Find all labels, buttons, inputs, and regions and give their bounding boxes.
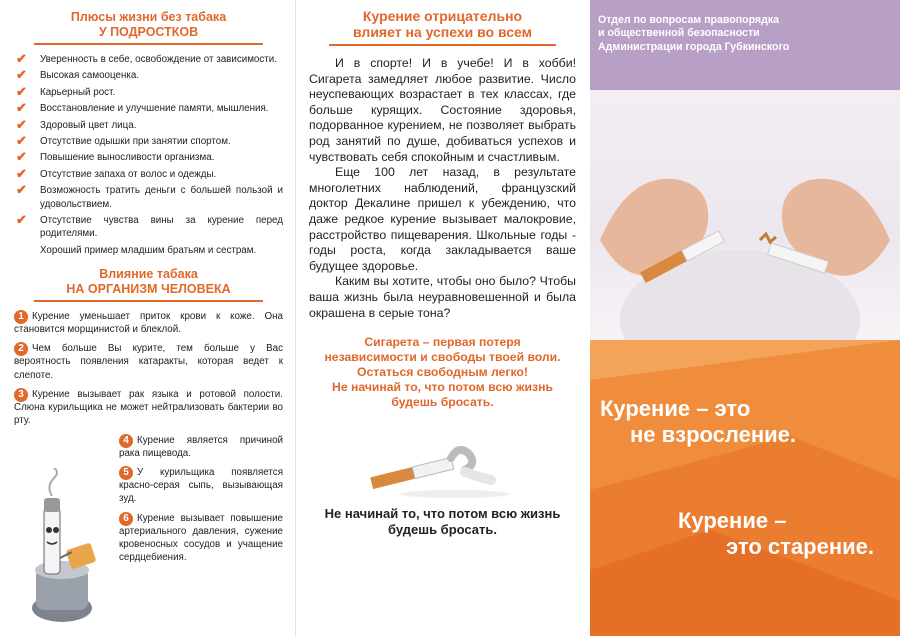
list-item: ✔ Возможность тратить деньги с большей пользой и удовольствием. xyxy=(16,182,283,210)
check-icon: ✔ xyxy=(16,51,27,66)
success-text: И в спорте! И в учебе! И в хобби! Сигарета замедляет любое развитие. Число неуспевающих возрастает в тех классах, где больше курящих. Состояние здоровья, подорванное курением, не позволяет выбрать род занятий по душе, добиваться успехов и чувствовать себя спокойным и счастливым. Еще 100 лет назад, в результате многолетних наблюдений, французский доктор Декалине пришел к убеждению, что даже редкое курение вызывает малокровие, расстройство пищеварения. Школьные годы - годы роста, когда закладывается ваше будущее здоровье. Каким вы хотите, чтобы оно было? Чтобы ваша жизнь была неуравновешенной и была окрашена в серые тона? xyxy=(309,56,576,320)
list-item: ✔ Здоровый цвет лица. xyxy=(16,116,137,132)
list-item: 3 Курение вызывает рак языка и ротовой полости. Слюна курильщика не может нейтрализовать бактерии во рту. xyxy=(14,388,283,427)
slogan-aging: Курение – это старение. xyxy=(678,508,874,559)
list-item: 6 Курение вызывает повышение артериального давления, сужение кровеносных сосудов и учащение сердцебиения. xyxy=(119,512,283,564)
benefits-list xyxy=(14,53,283,241)
list-item: ✔ Повышение выносливости организма. xyxy=(16,149,215,165)
hands-breaking-cigarette-photo xyxy=(590,90,900,350)
panel-success xyxy=(295,0,590,636)
number-badge: 6 xyxy=(119,512,133,526)
check-icon: ✔ xyxy=(16,100,27,116)
list-item: ✔ Уверенность в себе, освобождение от зависимости. xyxy=(16,51,277,66)
check-icon: ✔ xyxy=(16,133,27,149)
slogan-growing-up: Курение – это не взросление. xyxy=(600,396,796,447)
list-item: 1 Курение уменьшает приток крови к коже. Она становится морщинистой и блеклой. xyxy=(14,310,283,336)
effects-title: Влияние табака НА ОРГАНИЗМ ЧЕЛОВЕКА xyxy=(66,266,231,296)
orange-background xyxy=(590,340,900,636)
check-icon: ✔ xyxy=(16,149,27,165)
cigarette-cartoon-illustration xyxy=(14,468,110,628)
number-badge: 2 xyxy=(14,342,28,356)
organization-name: Отдел по вопросам правопорядка и общественной безопасности Администрации города Губкинского xyxy=(598,14,790,53)
list-item: ✔ Отсутствие чувства вины за курение перед родителями. xyxy=(16,212,283,240)
benefits-title: Плюсы жизни без табака У ПОДРОСТКОВ xyxy=(70,10,227,39)
check-icon: ✔ xyxy=(16,212,27,228)
slogan-orange: Сигарета – первая потеря независимости и свободы твоей воли. Остаться свободным легко! Не начинай то, что потом всю жизнь будешь бросать. xyxy=(324,335,561,410)
success-title: Курение отрицательно влияет на успехи во всем xyxy=(353,8,532,40)
check-icon: ✔ xyxy=(16,165,27,181)
panel-cover xyxy=(590,0,900,636)
broken-cigarette-illustration xyxy=(365,438,515,500)
number-badge: 1 xyxy=(14,310,28,324)
check-icon: ✔ xyxy=(16,83,27,99)
number-badge: 5 xyxy=(119,466,133,480)
effects-list xyxy=(14,310,283,428)
list-item: ✔ Отсутствие запаха от волос и одежды. xyxy=(16,165,217,181)
check-icon: ✔ xyxy=(16,182,27,198)
hands-cigarette-image xyxy=(590,90,900,350)
benefits-extra: Хороший пример младшим братьям и сестрам. xyxy=(40,244,257,256)
list-item: 4 Курение является причиной рака пищевода. xyxy=(119,434,283,459)
list-item: ✔ Отсутствие одышки при занятии спортом. xyxy=(16,133,231,149)
number-badge: 4 xyxy=(119,434,133,448)
slogan-bottom: Не начинай то, что потом всю жизнь будешь бросать. xyxy=(324,506,561,537)
check-icon: ✔ xyxy=(16,116,27,132)
list-item: ✔ Восстановление и улучшение памяти, мышления. xyxy=(16,100,269,116)
list-item: 5 У курильщика появляется красно-серая сыпь, вызывающая зуд. xyxy=(119,466,283,505)
number-badge: 3 xyxy=(14,388,28,402)
list-item: ✔ Карьерный рост. xyxy=(16,83,116,99)
list-item: ✔ Высокая самооценка. xyxy=(16,67,140,83)
title-divider xyxy=(34,300,263,302)
title-divider xyxy=(329,44,556,46)
panel-benefits xyxy=(0,0,295,636)
title-divider xyxy=(34,43,263,45)
list-item: 2 Чем больше Вы курите, тем больше у Вас вероятность появления катаракты, которая ведет к слепоте. xyxy=(14,343,283,381)
check-icon: ✔ xyxy=(16,67,27,83)
